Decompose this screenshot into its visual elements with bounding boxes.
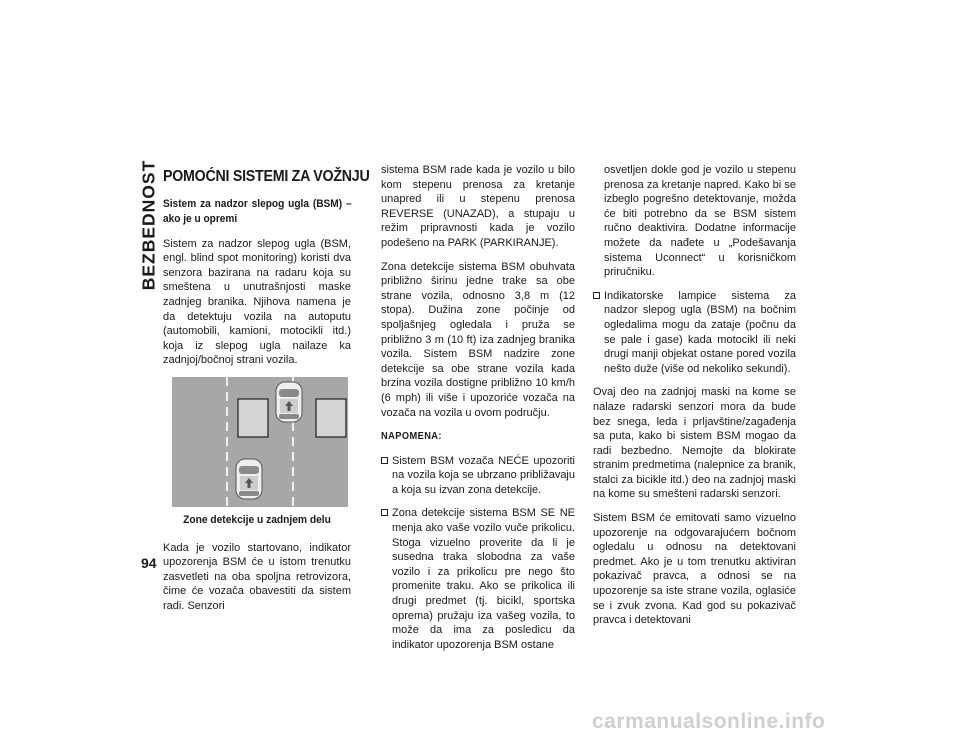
detection-zones-illustration: [172, 377, 348, 507]
detection-zone-left: [238, 399, 268, 437]
note-item-text: Zona detekcije sistema BSM SE NE menja ako vaše vozilo vuče prikolicu. Stoga vizuelno proverite da li je susedna traka slobodna za vaše vozilo i za prikolicu pre nego što promenite traku. Ako se prikolica ili drugi predmet (tj. bicikl, sportska oprema) pružaju iza vašeg vozila, to može da ima za posledicu da indikator upozorenja BSM ostane: [392, 507, 575, 651]
page-number: 94: [141, 555, 157, 571]
checkbox-bullet-icon: [381, 457, 388, 464]
note-item: [593, 289, 796, 377]
column-1: [163, 168, 370, 623]
detection-zones-figure: [172, 377, 348, 507]
car-front-icon: [276, 382, 302, 422]
column-2: [381, 163, 575, 661]
note-item: [381, 506, 575, 652]
section-side-tab: [137, 150, 161, 300]
checkbox-bullet-icon: [381, 509, 388, 516]
detection-zone-right: [316, 399, 346, 437]
section-side-tab-label: BEZBEDNOST: [138, 159, 159, 291]
column-3: [593, 163, 796, 637]
subsection-title: Sistem za nadzor slepog ugla (BSM) – ako je u opremi: [163, 197, 352, 225]
paragraph-startup: Kada je vozilo startovano, indikator upozorenja BSM će u istom trenutku zasvetleti na oba spoljna retrovizora, čime će vozača obavestiti da sistem radi. Senzori: [163, 541, 351, 612]
checkbox-bullet-icon: [593, 292, 600, 299]
note-item: [381, 454, 575, 498]
paragraph-zone: Zona detekcije sistema BSM obuhvata približno širinu jedne trake sa obe strane vozila, odnosno 3,8 m (12 stopa). Dužina zone počinje od spoljašnjeg ogledala i pruža se približno 3 m (10 ft) iza zadnjeg branika vozila. Sistem BSM nadzire zone detekcije sa obe strane vozila kada brzina vozila dostigne približno 10 km/h (6 mph) ili više i upozoriće vozača na vozača na vozila u ovom području.: [381, 260, 575, 419]
section-title: POMOĆNI SISTEMI ZA VOŽNJU: [163, 168, 370, 185]
car-rear-icon: [236, 459, 262, 499]
note-item-text: Indikatorske lampice sistema za nadzor slepog ugla (BSM) na bočnim ogledalima mogu da zataje (počnu da se pale i gase) kada motocikl ili neki drugi manji objekat ostane pored vozila nešto duže (više od nekoliko sekundi).: [604, 289, 796, 375]
figure-caption: Zone detekcije u zadnjem delu: [183, 513, 331, 526]
watermark: carmanualsonline.info: [592, 710, 826, 733]
note-label: NAPOMENA:: [381, 430, 442, 443]
paragraph-sensor-area: Ovaj deo na zadnjoj maski na kome se nalaze radarski senzori mora da bude bez snega, leda i prljavštine/zagađenja sa puta, kako bi sistem BSM mogao da radi bezbedno. Nemojte da blokirate stranim predmetima (nalepnice za branik, stalci za bicikle itd.) deo na zadnjoj maski na kome su smešteni radarski senzori.: [593, 386, 796, 501]
note-item-text: Sistem BSM vozača NEĆE upozoriti na vozila koja se ubrzano približavaju a koja su izvan zona detekcije.: [392, 454, 575, 496]
paragraph-bsm-intro: Sistem za nadzor slepog ugla (BSM, engl. blind spot monitoring) koristi dva senzora bazirana na radaru koja su smeštena u unutrašnjosti maske zadnjeg branika. Njihova namena je da detektuju vozila na autoputu (automobili, kamioni, motocikli itd.) koja iz slepog ugla nailaze ka zadnjoj/bočnoj strani vozila.: [163, 237, 351, 367]
paragraph-operation: sistema BSM rade kada je vozilo u bilo kom stepenu prenosa za kretanje unapred ili u stepenu prenosa REVERSE (UNAZAD), a stupaju u režim pripravnosti kada je vozilo podešeno na PARK (PARKIRANJE).: [381, 164, 575, 249]
note-item-continuation: osvetljen dokle god je vozilo u stepenu prenosa za kretanje napred. Kako bi se izbeglo pogrešno detektovanje, možda će biti potrebno da se BSM sistem ručno deaktivira. Dodatne informacije možete da nađete u „Podešavanja sistema Uconnect“ u korisničkom priručniku.: [604, 164, 796, 279]
paragraph-warning: Sistem BSM će emitovati samo vizuelno upozorenje na odgovarajućem bočnom ogledalu u odnosu na detektovani predmet. Ako je u tom trenutku aktiviran pokazivač pravca, a odnosi se na upozorenje sa iste strane vozila, oglasiće se i zvuk zvona. Kad god su pokazivač pravca i detektovani: [593, 512, 796, 627]
